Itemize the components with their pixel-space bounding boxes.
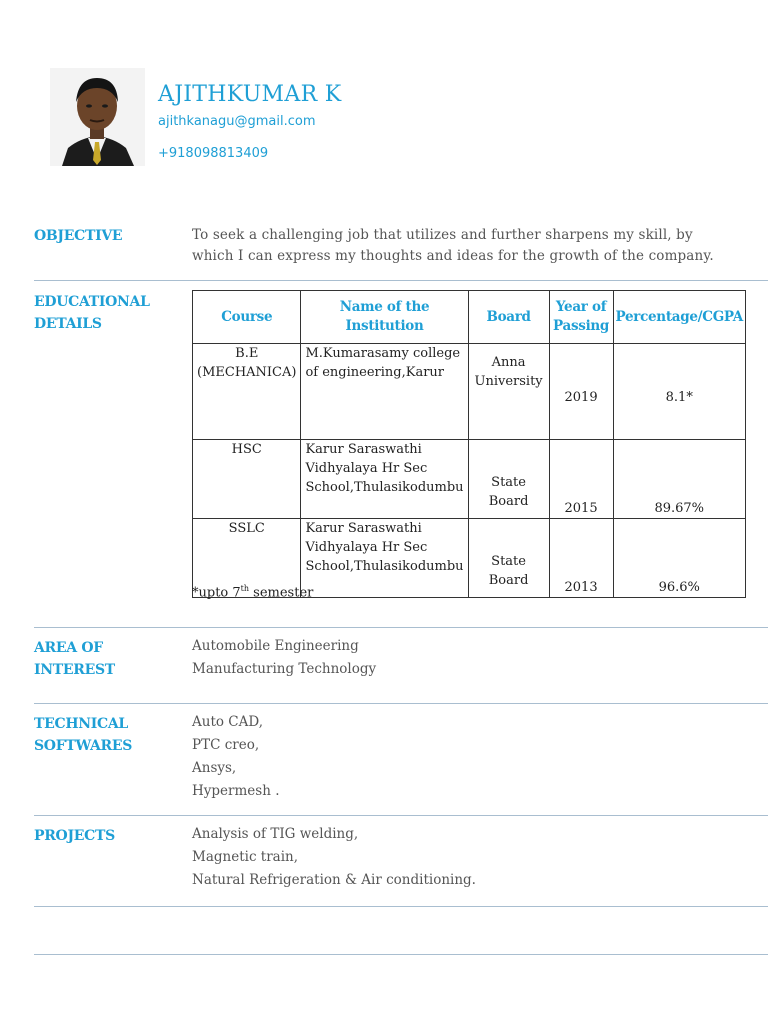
interest-label-line2: INTEREST xyxy=(34,662,115,678)
footnote-superscript: th xyxy=(240,584,250,593)
section-divider xyxy=(34,906,768,907)
objective-text: To seek a challenging job that utilizes and further sharpens my skill, by which I can express my thoughts and ideas for the growth of the company. xyxy=(192,227,714,264)
interest-list xyxy=(192,635,376,681)
list-item: Auto CAD, xyxy=(192,714,264,730)
cell-board: State Board xyxy=(468,440,549,519)
list-item: Automobile Engineering xyxy=(192,638,359,654)
section-divider xyxy=(34,815,768,816)
interest-label xyxy=(34,637,164,681)
section-divider xyxy=(34,954,768,955)
cell-year: 2015 xyxy=(549,440,613,519)
cell-institution: Karur Saraswathi Vidhyalaya Hr Sec School,Thulasikodumbu xyxy=(301,519,468,598)
list-item: Magnetic train, xyxy=(192,849,299,865)
cell-institution: M.Kumarasamy college of engineering,Karur xyxy=(301,344,468,440)
projects-label: PROJECTS xyxy=(34,828,115,844)
header-institution: Name of the Institution xyxy=(301,291,468,344)
cell-institution: Karur Saraswathi Vidhyalaya Hr Sec School,Thulasikodumbu xyxy=(301,440,468,519)
cell-score: 8.1* xyxy=(613,344,746,440)
table-header-row xyxy=(193,291,746,344)
table-row xyxy=(193,344,746,440)
header-board: Board xyxy=(468,291,549,344)
table-row xyxy=(193,440,746,519)
email-address[interactable]: ajithkanagu@gmail.com xyxy=(158,114,316,129)
profile-photo-image xyxy=(50,68,145,166)
cell-course: SSLC xyxy=(193,519,301,598)
list-item: Ansys, xyxy=(192,760,237,776)
cell-score: 89.67% xyxy=(613,440,746,519)
cell-course: B.E (MECHANICA) xyxy=(193,344,301,440)
footnote-suffix: semester xyxy=(249,585,314,601)
list-item: Natural Refrigeration & Air conditioning. xyxy=(192,872,476,888)
profile-photo xyxy=(50,68,145,166)
interest-label-line1: AREA OF xyxy=(34,640,103,656)
software-label xyxy=(34,713,164,757)
list-item: Analysis of TIG welding, xyxy=(192,826,359,842)
header-score: Percentage/CGPA xyxy=(613,291,746,344)
software-label-line2: SOFTWARES xyxy=(34,738,133,754)
education-label xyxy=(34,291,164,335)
header-year: Year of Passing xyxy=(549,291,613,344)
header-course: Course xyxy=(193,291,301,344)
projects-list xyxy=(192,823,476,892)
phone-number[interactable]: +918098813409 xyxy=(158,146,269,161)
education-label-line1: EDUCATIONAL xyxy=(34,294,150,310)
software-label-line1: TECHNICAL xyxy=(34,716,128,732)
cell-board: State Board xyxy=(468,519,549,598)
software-list xyxy=(192,711,279,803)
list-item: Manufacturing Technology xyxy=(192,661,377,677)
list-item: PTC creo, xyxy=(192,737,260,753)
section-divider xyxy=(34,627,768,628)
cell-year: 2019 xyxy=(549,344,613,440)
section-divider xyxy=(34,703,768,704)
section-divider xyxy=(34,280,768,281)
education-footnote xyxy=(192,584,313,600)
footnote-text: *upto 7 xyxy=(192,585,241,601)
education-table xyxy=(192,290,746,601)
candidate-name: AJITHKUMAR K xyxy=(158,82,342,107)
cell-board: Anna University xyxy=(468,344,549,440)
objective-label: OBJECTIVE xyxy=(34,228,123,244)
cell-score: 96.6% xyxy=(613,519,746,598)
cell-year: 2013 xyxy=(549,519,613,598)
education-label-line2: DETAILS xyxy=(34,316,102,332)
list-item: Hypermesh . xyxy=(192,783,280,799)
cell-course: HSC xyxy=(193,440,301,519)
